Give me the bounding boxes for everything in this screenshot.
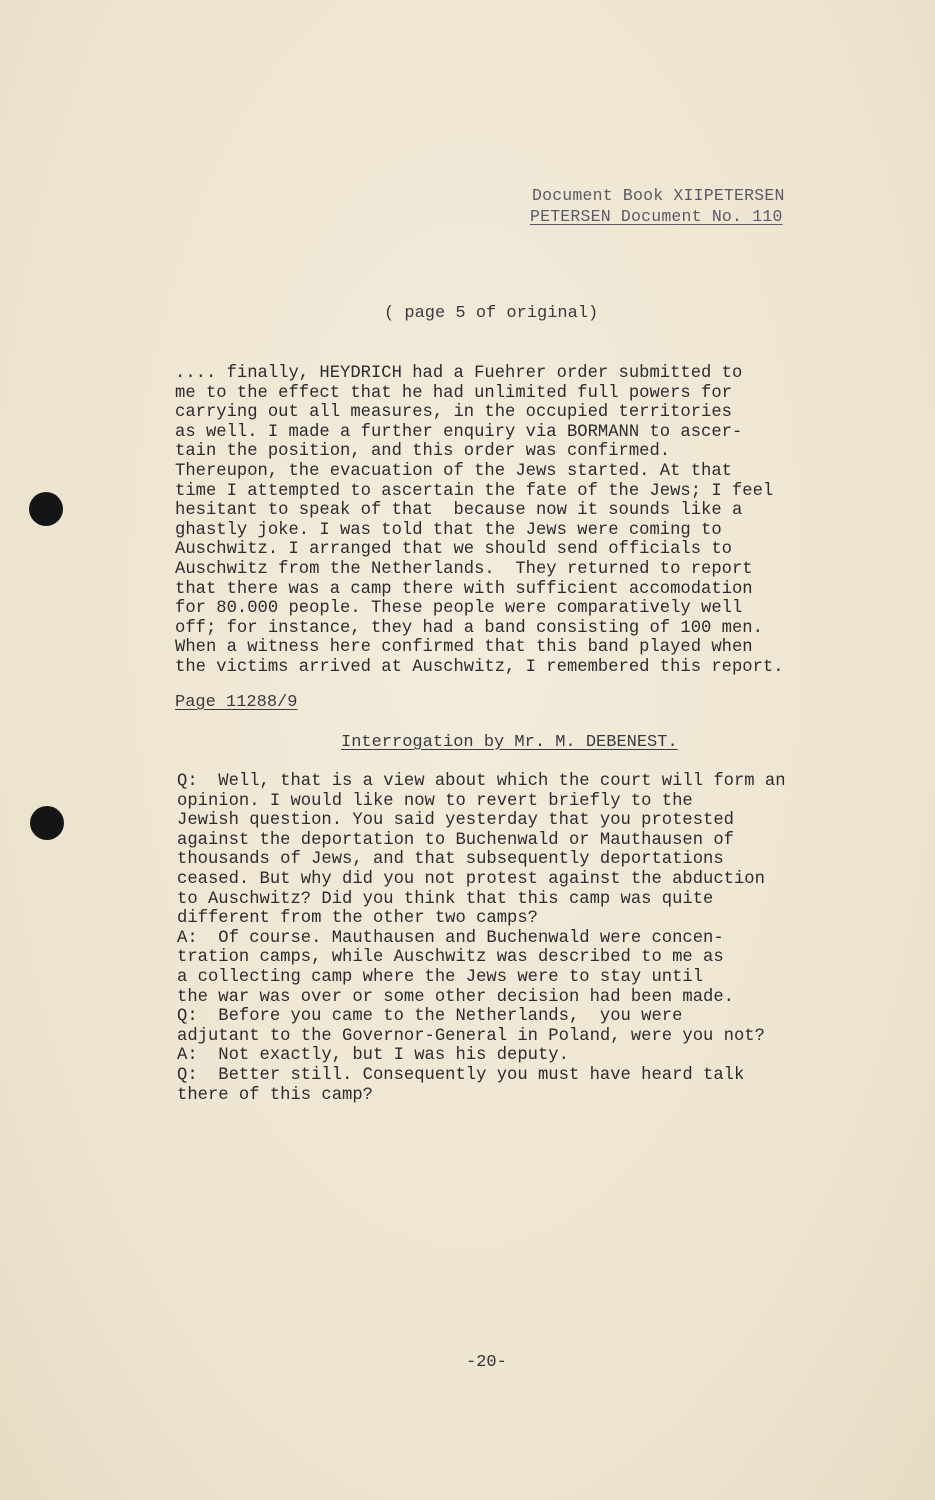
text-line: for 80.000 people. These people were comparatively well [175,599,743,619]
transcript-line: to Auschwitz? Did you think that this camp was quite [177,889,714,909]
text-line: the victims arrived at Auschwitz, I remembered this report. [175,657,784,677]
transcript-line: Jewish question. You said yesterday that you protested [177,811,734,831]
page-number: -20- [466,1353,507,1372]
text-line: as well. I made a further enquiry via BORMANN to ascer- [175,422,743,442]
text-line: When a witness here confirmed that this band played when [175,638,753,658]
transcript-line: there of this camp? [177,1085,373,1105]
text-line: that there was a camp there with sufficient accomodation [175,579,753,599]
text-line: off; for instance, they had a band consisting of 100 men. [175,618,763,638]
text-line: Auschwitz. I arranged that we should send officials to [175,540,732,560]
transcript-page-reference: Page 11288/9 [175,693,298,712]
document-number-label: PETERSEN Document No. 110 [530,207,783,226]
text-line: .... finally, HEYDRICH had a Fuehrer order submitted to [175,364,743,383]
transcript-line: opinion. I would like now to revert briefly to the [177,791,693,811]
punch-hole [30,806,64,840]
transcript-line: A: Of course. Mauthausen and Buchenwald were concen- [177,928,724,948]
transcript-line: adjutant to the Governor-General in Poland, were you not? [177,1026,765,1046]
text-line: Thereupon, the evacuation of the Jews started. At that [175,461,732,481]
text-line: me to the effect that he had unlimited full powers for [175,383,732,403]
transcript-line: Q: Before you came to the Netherlands, you were [177,1007,683,1027]
punch-hole [29,492,63,526]
original-page-note: ( page 5 of original) [384,304,599,323]
text-line: tain the position, and this order was confirmed. [175,442,671,462]
transcript-line: ceased. But why did you not protest against the abduction [177,869,765,889]
text-line: hesitant to speak of that because now it sounds like a [175,501,743,521]
statement-paragraph [175,364,875,678]
interrogation-heading: Interrogation by Mr. M. DEBENEST. [341,733,678,752]
text-line: time I attempted to ascertain the fate of the Jews; I feel [175,481,774,501]
text-line: ghastly joke. I was told that the Jews were coming to [175,520,722,540]
transcript-line: A: Not exactly, but I was his deputy. [177,1046,569,1066]
transcript-line: the war was over or some other decision had been made. [177,987,734,1007]
document-book-label: Document Book XIIPETERSEN [532,186,785,205]
transcript-line: Q: Well, that is a view about which the court will form an [177,772,786,791]
transcript-line: thousands of Jews, and that subsequently deportations [177,850,724,870]
document-header [530,185,830,227]
transcript-line: tration camps, while Auschwitz was described to me as [177,948,724,968]
transcript-line: Q: Better still. Consequently you must have heard talk [177,1065,745,1085]
interrogation-transcript [177,772,877,1105]
transcript-line: different from the other two camps? [177,909,538,929]
text-line: Auschwitz from the Netherlands. They returned to report [175,559,753,579]
text-line: carrying out all measures, in the occupied territories [175,403,732,423]
transcript-line: a collecting camp where the Jews were to stay until [177,967,704,987]
transcript-line: against the deportation to Buchenwald or Mauthausen of [177,830,734,850]
